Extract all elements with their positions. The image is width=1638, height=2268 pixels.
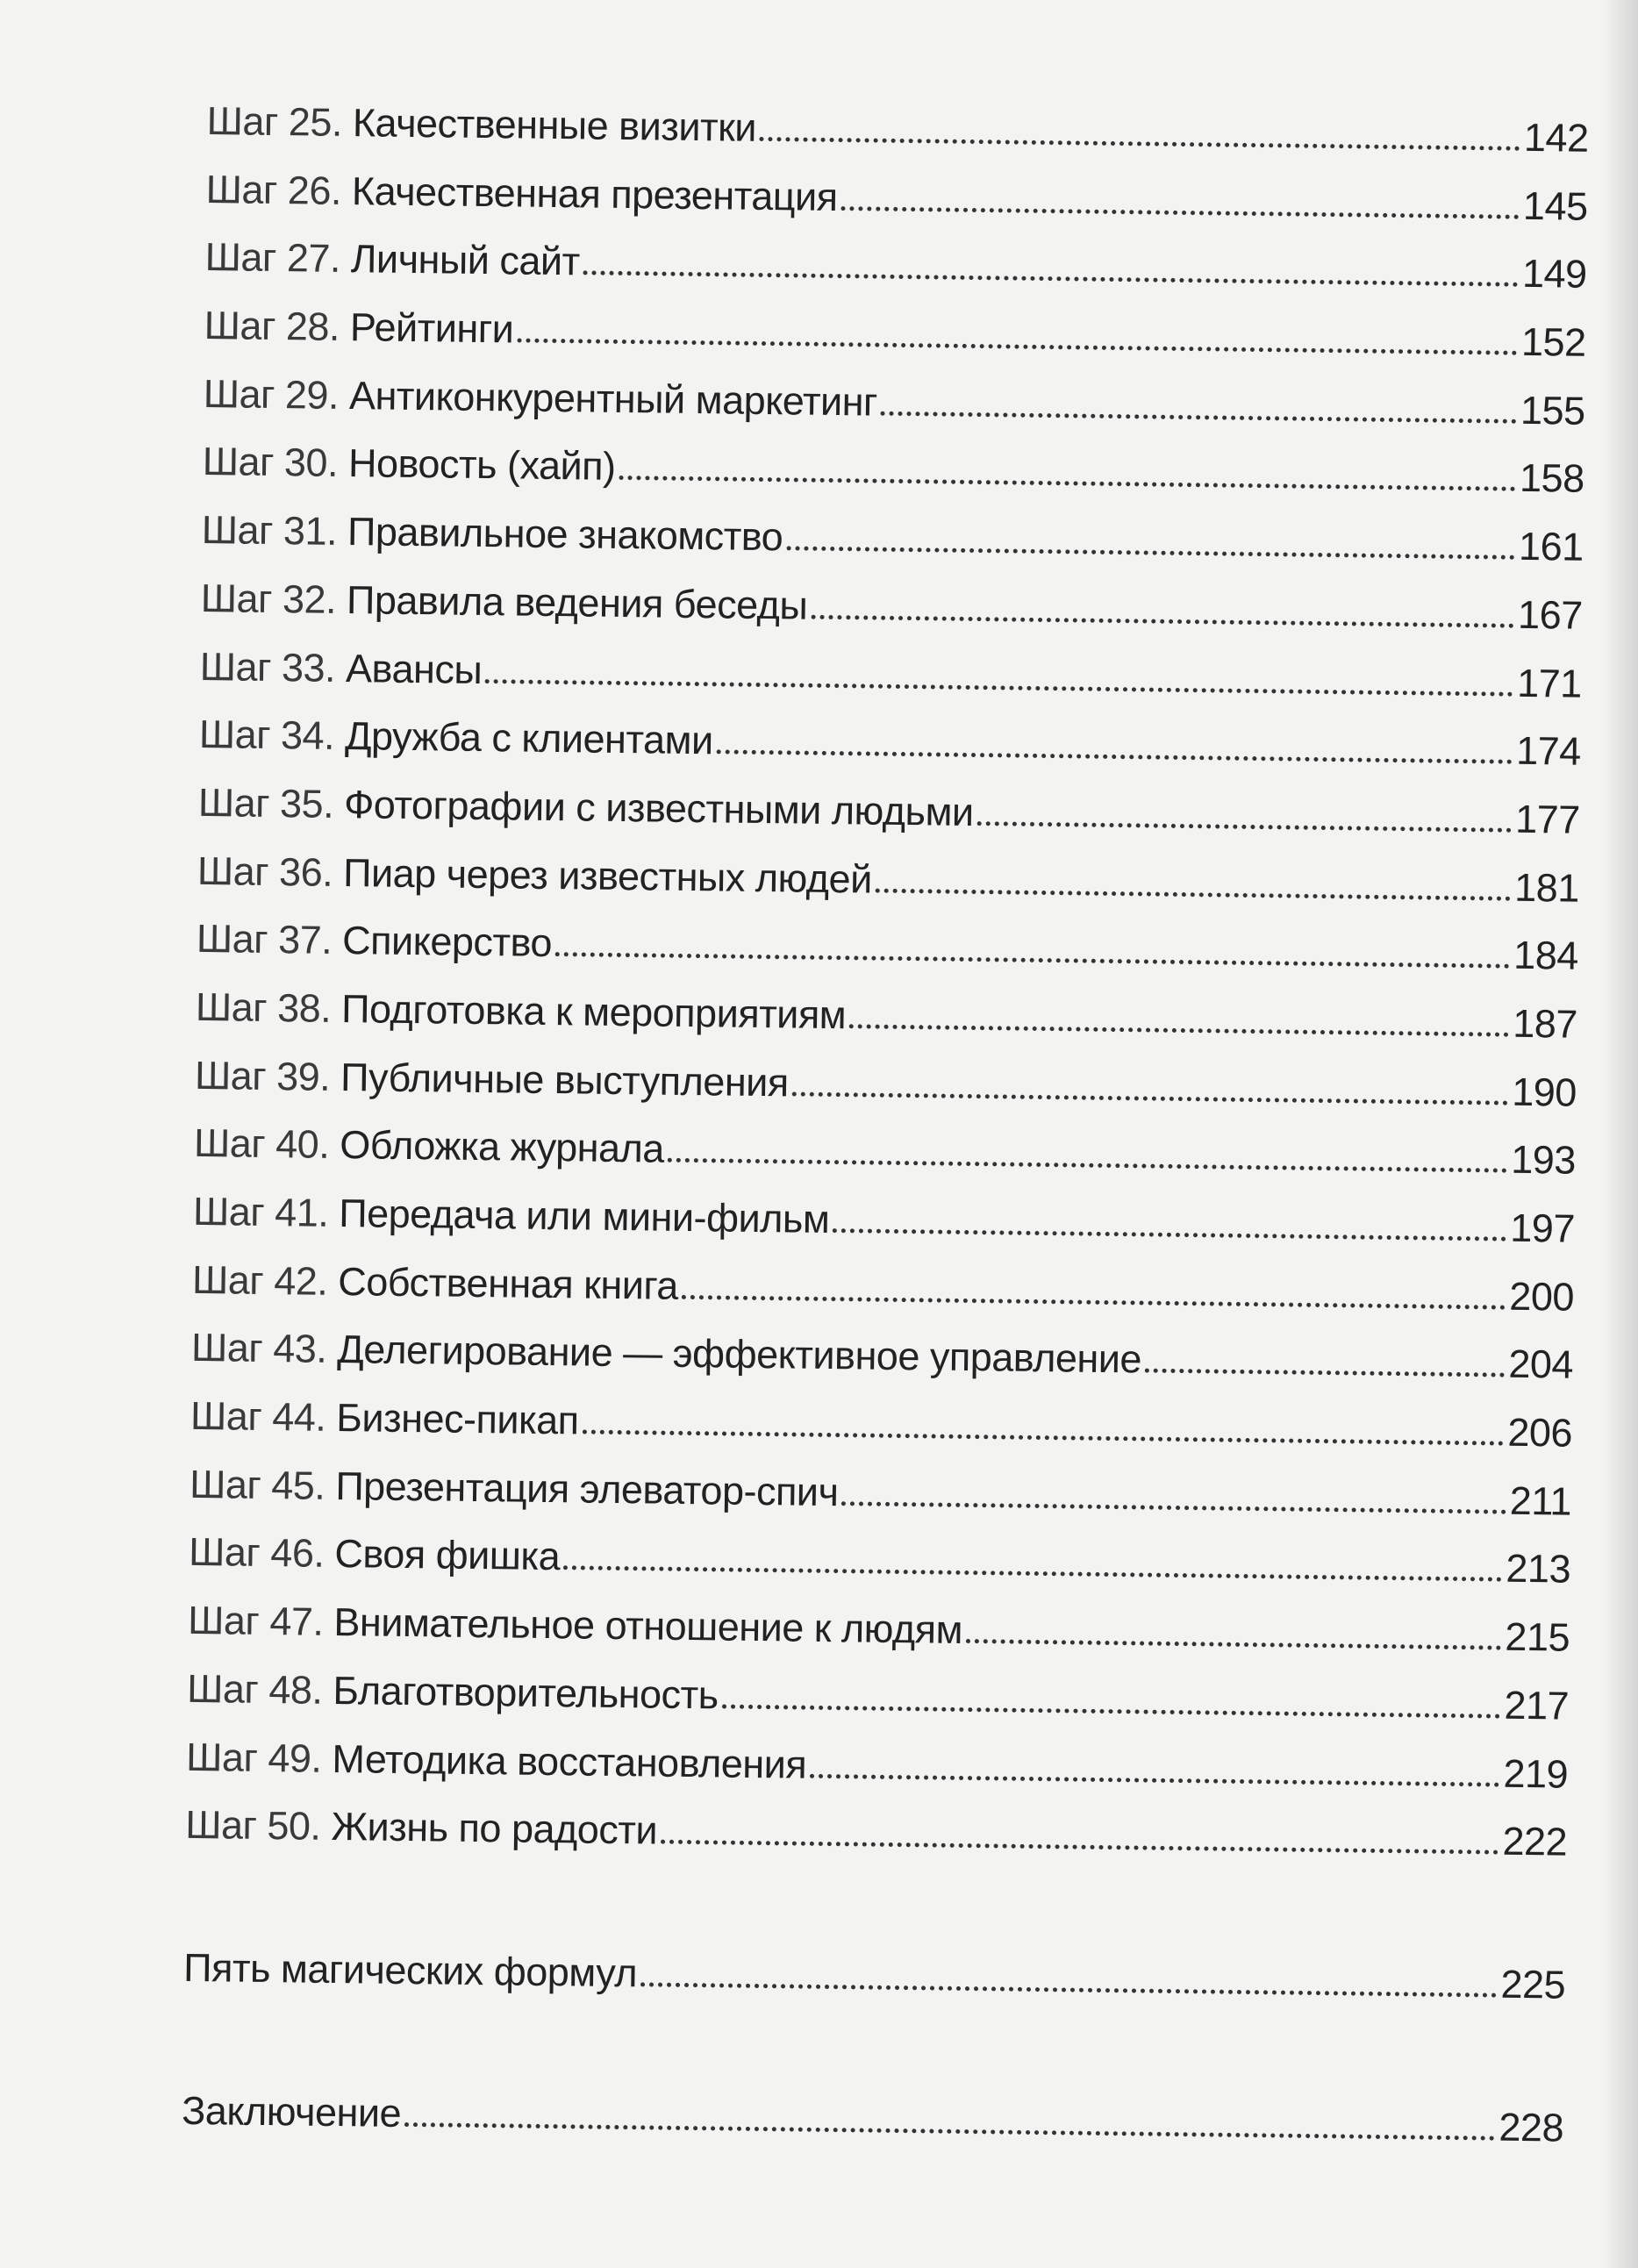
entry-step: Шаг 40.: [193, 1120, 330, 1168]
dot-leader: [582, 1430, 1504, 1446]
entry-title: Заключение: [181, 2087, 402, 2136]
entry-step: Шаг 50.: [184, 1802, 321, 1849]
entry-page: 197: [1510, 1205, 1576, 1251]
entry-title: Правильное знакомство: [347, 509, 783, 560]
entry-page: 152: [1520, 318, 1586, 365]
entry-title: Делегирование — эффективное управление: [337, 1327, 1142, 1382]
entry-title: Благотворительность: [333, 1667, 719, 1718]
entry-page: 174: [1515, 727, 1582, 774]
entry-step: Шаг 32.: [200, 575, 337, 622]
entry-page: 184: [1513, 933, 1579, 978]
dot-leader: [563, 1566, 1502, 1582]
entry-step: Шаг 26.: [205, 166, 342, 213]
entry-title: Пиар через известных людей: [342, 849, 873, 902]
dot-leader: [810, 1773, 1499, 1786]
entry-step: Шаг 42.: [191, 1256, 328, 1304]
entry-step: Шаг 48.: [186, 1665, 323, 1713]
entry-title: Дружба с клиентами: [344, 713, 713, 763]
entry-step: Шаг 30.: [202, 439, 339, 486]
entry-page: 211: [1509, 1477, 1572, 1524]
entry-title: Качественные визитки: [352, 100, 757, 150]
entry-step: Шаг 28.: [204, 303, 340, 349]
entry-page: 171: [1516, 660, 1583, 706]
entry-title: Спикерство: [341, 918, 553, 966]
entry-page: 213: [1506, 1546, 1571, 1592]
entry-title: Подготовка к мероприятиям: [340, 985, 847, 1038]
dot-leader: [583, 271, 1518, 287]
entry-step: Шаг 36.: [197, 848, 333, 895]
entry-title: Внимательное отношение к людям: [333, 1599, 963, 1653]
entry-title: Методика восстановления: [332, 1735, 807, 1787]
entry-title: Авансы: [345, 645, 483, 692]
dot-leader: [840, 206, 1519, 219]
dot-leader: [976, 821, 1512, 833]
entry-title: Антиконкурентный маркетинг: [348, 372, 878, 425]
entry-page: 222: [1502, 1818, 1568, 1864]
dot-leader: [760, 137, 1520, 151]
entry-title: Своя фишка: [334, 1531, 561, 1579]
entry-page: 225: [1500, 1961, 1566, 2007]
dot-leader: [721, 1704, 1500, 1718]
entry-page: 167: [1517, 591, 1584, 638]
entry-step: Шаг 47.: [187, 1597, 324, 1644]
entry-title: Качественная презентация: [351, 168, 838, 219]
entry-page: 145: [1522, 182, 1588, 229]
entry-step: Шаг 34.: [198, 712, 335, 759]
entry-title: Личный сайт: [350, 236, 580, 284]
entry-page: 149: [1521, 251, 1587, 297]
dot-leader: [786, 546, 1515, 559]
entry-step: Шаг 37.: [196, 916, 333, 963]
entry-page: 228: [1499, 2104, 1564, 2150]
toc-entries: [185, 98, 1589, 1888]
entry-step: Шаг 35.: [197, 779, 334, 826]
entry-step: Шаг 45.: [189, 1461, 325, 1508]
dot-leader: [485, 679, 1513, 697]
table-of-contents: [182, 98, 1589, 2173]
dot-leader: [555, 952, 1510, 969]
entry-step: Шаг 31.: [201, 507, 338, 554]
dot-leader: [833, 1228, 1506, 1241]
entry-title: Презентация элеватор-спич: [335, 1463, 839, 1514]
entry-step: Шаг 33.: [199, 643, 336, 690]
dot-leader: [876, 888, 1512, 900]
entry-title: Фотографии с известными людьми: [343, 781, 974, 834]
dot-leader: [1145, 1369, 1505, 1377]
dot-leader: [811, 615, 1514, 628]
dot-leader: [881, 411, 1517, 423]
dot-leader: [792, 1091, 1509, 1105]
entry-title: Новость (хайп): [347, 440, 616, 490]
entry-step: Шаг 25.: [206, 98, 343, 145]
entry-title: Публичные выступления: [340, 1054, 790, 1105]
entry-title: Рейтинги: [349, 304, 514, 352]
entry-page: 204: [1508, 1341, 1574, 1388]
entry-step: Шаг 29.: [203, 370, 340, 418]
entry-step: Шаг 39.: [194, 1052, 331, 1099]
entry-page: 142: [1523, 114, 1589, 161]
entry-step: Шаг 46.: [188, 1529, 325, 1577]
dot-leader: [849, 1024, 1509, 1036]
entry-step: Шаг 43.: [190, 1325, 327, 1372]
entry-step: Шаг 27.: [204, 234, 341, 282]
entry-page: 161: [1518, 523, 1584, 569]
entry-step: Шаг 49.: [185, 1734, 322, 1781]
entry-page: 190: [1511, 1069, 1577, 1115]
entry-step: Шаг 44.: [190, 1392, 326, 1440]
entry-page: 155: [1520, 387, 1585, 433]
dot-leader: [966, 1639, 1501, 1650]
dot-leader: [640, 1982, 1498, 1997]
dot-leader: [404, 2122, 1495, 2141]
entry-title: Правила ведения беседы: [346, 576, 808, 628]
dot-leader: [682, 1295, 1506, 1310]
entry-page: 181: [1513, 864, 1580, 911]
entry-page: 217: [1504, 1682, 1570, 1728]
entry-page: 158: [1519, 455, 1584, 502]
entry-page: 215: [1505, 1613, 1570, 1660]
dot-leader: [841, 1501, 1506, 1514]
entry-page: 187: [1512, 1000, 1578, 1047]
dot-leader: [661, 1840, 1499, 1855]
entry-step: Шаг 41.: [192, 1188, 329, 1235]
dot-leader: [668, 1158, 1508, 1173]
entry-title: Жизнь по радости: [331, 1804, 658, 1853]
entry-title: Передача или мини-фильм: [338, 1190, 830, 1242]
page-edge-shadow: [1603, 0, 1638, 2268]
dot-leader: [619, 476, 1516, 491]
entry-page: 200: [1509, 1273, 1575, 1320]
entry-page: 206: [1507, 1409, 1573, 1456]
dot-leader: [716, 750, 1513, 764]
entry-title: Бизнес-пикап: [336, 1395, 579, 1443]
entry-page: 193: [1511, 1137, 1577, 1184]
entry-title: Обложка журнала: [339, 1122, 665, 1171]
entry-page: 219: [1503, 1750, 1569, 1797]
dot-leader: [517, 339, 1518, 355]
entry-title: Собственная книга: [338, 1258, 679, 1308]
entry-step: Шаг 38.: [195, 984, 332, 1031]
entry-title: Пять магических формул: [182, 1944, 638, 1996]
entry-page: 177: [1514, 796, 1581, 842]
